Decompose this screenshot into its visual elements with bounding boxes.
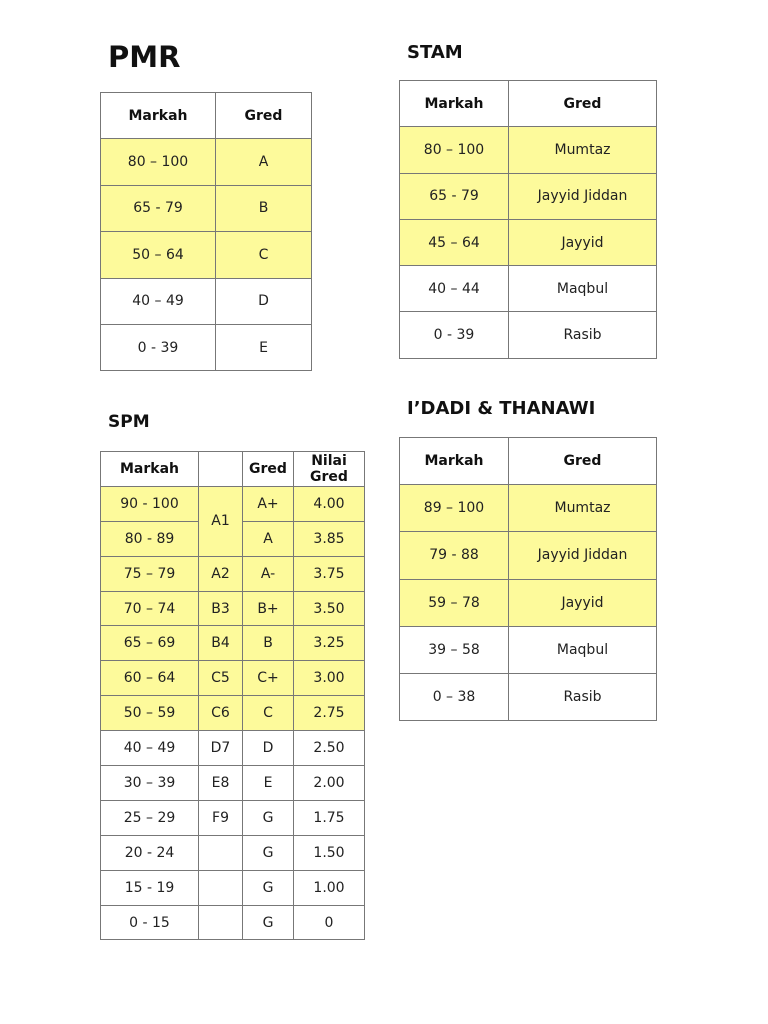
markah-cell: 39 – 58: [400, 626, 509, 673]
nilai-cell: 3.00: [294, 661, 365, 696]
gred-cell: A: [216, 139, 312, 185]
table-row: [400, 173, 657, 219]
gred-cell: C+: [243, 661, 294, 696]
kod-header: [199, 452, 243, 487]
table-header-row: [101, 452, 365, 487]
gred-cell: Jayyid Jiddan: [509, 532, 657, 579]
kod-cell: A2: [199, 556, 243, 591]
markah-header: Markah: [400, 81, 509, 127]
markah-cell: 60 – 64: [101, 661, 199, 696]
markah-cell: 79 - 88: [400, 532, 509, 579]
markah-cell: 75 – 79: [101, 556, 199, 591]
gred-cell: D: [243, 731, 294, 766]
table-row: [101, 731, 365, 766]
kod-cell: C5: [199, 661, 243, 696]
markah-cell: 80 – 100: [400, 127, 509, 173]
gred-cell: G: [243, 905, 294, 940]
markah-cell: 70 – 74: [101, 591, 199, 626]
markah-cell: 65 – 69: [101, 626, 199, 661]
pmr-title: PMR: [108, 40, 181, 74]
gred-cell: Maqbul: [509, 266, 657, 312]
table-row: [101, 324, 312, 370]
table-row: [101, 139, 312, 185]
markah-cell: 40 – 49: [101, 278, 216, 324]
table-row: [101, 185, 312, 231]
table-row: [101, 591, 365, 626]
nilai-cell: 3.75: [294, 556, 365, 591]
table-row: [101, 696, 365, 731]
stam-title: STAM: [407, 42, 463, 63]
kod-cell: [199, 870, 243, 905]
markah-cell: 50 – 64: [101, 232, 216, 278]
markah-cell: 59 – 78: [400, 579, 509, 626]
gred-cell: G: [243, 870, 294, 905]
table-row: [101, 278, 312, 324]
markah-cell: 40 – 49: [101, 731, 199, 766]
nilai-cell: 1.00: [294, 870, 365, 905]
nilai-cell: 4.00: [294, 486, 365, 521]
markah-cell: 40 – 44: [400, 266, 509, 312]
markah-cell: 89 – 100: [400, 485, 509, 532]
gred-cell: Maqbul: [509, 626, 657, 673]
gred-cell: E: [216, 324, 312, 370]
markah-cell: 80 – 100: [101, 139, 216, 185]
kod-cell: A1: [199, 486, 243, 556]
table-row: [400, 266, 657, 312]
table-row: [101, 835, 365, 870]
nilai-cell: 3.50: [294, 591, 365, 626]
table-row: [101, 486, 365, 521]
table-row: [400, 127, 657, 173]
nilai-cell: 3.25: [294, 626, 365, 661]
gred-cell: C: [243, 696, 294, 731]
table-row: [400, 673, 657, 720]
nilai-cell: 0: [294, 905, 365, 940]
markah-header: Markah: [101, 93, 216, 139]
markah-header: Markah: [400, 438, 509, 485]
table-row: [400, 219, 657, 265]
markah-cell: 0 - 39: [101, 324, 216, 370]
nilai-cell: 3.85: [294, 521, 365, 556]
kod-cell: F9: [199, 800, 243, 835]
table-row: [400, 312, 657, 358]
markah-cell: 20 - 24: [101, 835, 199, 870]
nilai-gred-header: [294, 452, 365, 487]
table-row: [101, 661, 365, 696]
kod-cell: B3: [199, 591, 243, 626]
markah-cell: 80 - 89: [101, 521, 199, 556]
gred-cell: B: [243, 626, 294, 661]
nilai-header-line2: Gred: [310, 468, 348, 485]
gred-cell: Jayyid: [509, 219, 657, 265]
table-header-row: [400, 81, 657, 127]
table-row: [101, 232, 312, 278]
gred-cell: A+: [243, 486, 294, 521]
nilai-cell: 2.75: [294, 696, 365, 731]
table-header-row: [400, 438, 657, 485]
nilai-cell: 1.75: [294, 800, 365, 835]
table-row: [101, 556, 365, 591]
gred-cell: Mumtaz: [509, 485, 657, 532]
gred-cell: A-: [243, 556, 294, 591]
gred-header: Gred: [216, 93, 312, 139]
gred-cell: D: [216, 278, 312, 324]
table-row: [101, 766, 365, 801]
markah-cell: 90 - 100: [101, 486, 199, 521]
markah-cell: 0 - 39: [400, 312, 509, 358]
nilai-cell: 1.50: [294, 835, 365, 870]
kod-cell: [199, 905, 243, 940]
nilai-cell: 2.00: [294, 766, 365, 801]
table-row: [400, 532, 657, 579]
kod-cell: E8: [199, 766, 243, 801]
gred-cell: E: [243, 766, 294, 801]
table-row: [400, 579, 657, 626]
spm-title: SPM: [108, 412, 150, 432]
gred-cell: Jayyid: [509, 579, 657, 626]
gred-cell: C: [216, 232, 312, 278]
markah-cell: 15 - 19: [101, 870, 199, 905]
markah-header: Markah: [101, 452, 199, 487]
idadi-thanawi-grade-table: [399, 437, 657, 721]
kod-cell: B4: [199, 626, 243, 661]
table-row: [400, 626, 657, 673]
markah-cell: 0 – 38: [400, 673, 509, 720]
gred-cell: Jayyid Jiddan: [509, 173, 657, 219]
stam-grade-table: [399, 80, 657, 359]
gred-cell: G: [243, 800, 294, 835]
markah-cell: 45 – 64: [400, 219, 509, 265]
kod-cell: D7: [199, 731, 243, 766]
kod-cell: C6: [199, 696, 243, 731]
table-row: [101, 626, 365, 661]
gred-header: Gred: [509, 81, 657, 127]
table-row: [101, 800, 365, 835]
table-row: [101, 870, 365, 905]
gred-header: Gred: [509, 438, 657, 485]
pmr-grade-table: [100, 92, 312, 371]
table-row: [400, 485, 657, 532]
kod-cell: [199, 835, 243, 870]
nilai-header-line1: Nilai: [311, 452, 347, 469]
gred-cell: A: [243, 521, 294, 556]
idadi-thanawi-title: I’DADI & THANAWI: [407, 398, 596, 419]
gred-header: Gred: [243, 452, 294, 487]
table-row: [101, 905, 365, 940]
gred-cell: Rasib: [509, 312, 657, 358]
table-header-row: [101, 93, 312, 139]
markah-cell: 50 – 59: [101, 696, 199, 731]
gred-cell: Mumtaz: [509, 127, 657, 173]
markah-cell: 65 - 79: [101, 185, 216, 231]
markah-cell: 65 - 79: [400, 173, 509, 219]
gred-cell: B: [216, 185, 312, 231]
gred-cell: G: [243, 835, 294, 870]
gred-cell: B+: [243, 591, 294, 626]
markah-cell: 30 – 39: [101, 766, 199, 801]
markah-cell: 0 - 15: [101, 905, 199, 940]
markah-cell: 25 – 29: [101, 800, 199, 835]
nilai-cell: 2.50: [294, 731, 365, 766]
gred-cell: Rasib: [509, 673, 657, 720]
spm-grade-table: [100, 451, 365, 940]
